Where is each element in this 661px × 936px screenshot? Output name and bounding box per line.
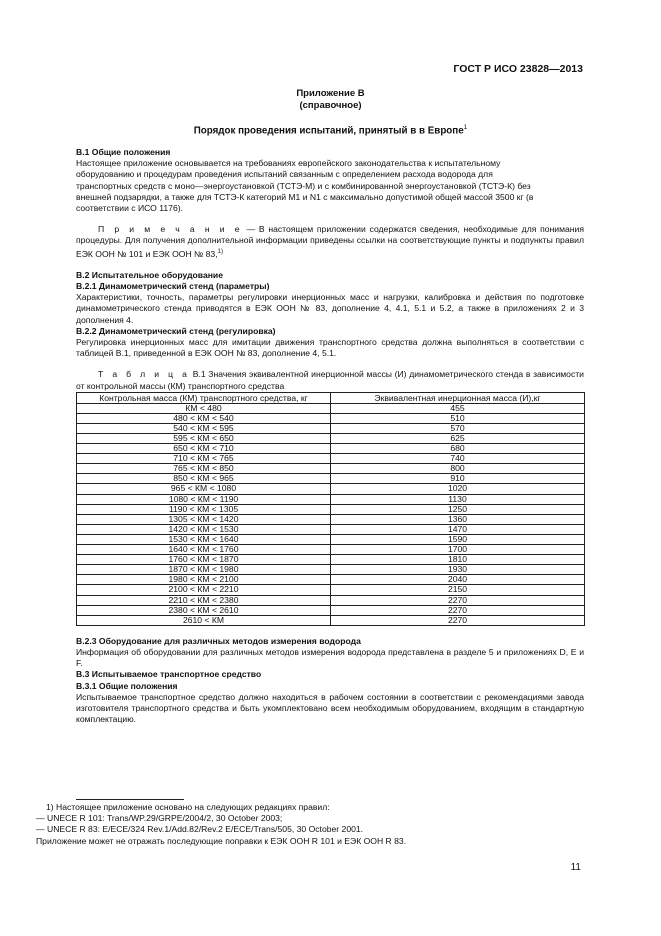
- table-row: [77, 464, 585, 474]
- note-text: — В настоящем приложении содержатся сведения, необходимые для понимания процедуры. Для получения дополнительной информации приведены ссылки на соответствующие пункты и подпункты правил ЕЭК ООН № 101 и ЕЭК ООН № 83,: [76, 224, 584, 259]
- reference-mass-cell: 2610 < КМ: [77, 615, 331, 625]
- reference-mass-cell: 650 < КМ < 710: [77, 444, 331, 454]
- reference-mass-cell: 1420 < КМ < 1530: [77, 524, 331, 534]
- footnote-line: 1) Настоящее приложение основано на следующих редакциях правил:: [46, 802, 330, 812]
- table-row: [77, 545, 585, 555]
- inertia-mass-cell: 2270: [331, 615, 585, 625]
- footnote-line: — UNECE R 101: Trans/WP.29/GRPE/2004/2, 30 October 2003;: [36, 813, 283, 824]
- table-row: [77, 534, 585, 544]
- reference-mass-cell: КМ < 480: [77, 403, 331, 413]
- section-b21-text: Характеристики, точность, параметры регулировки инерционных масс и нагрузки, калибровка и действия по подготовке динамометрического стенда приводятся в ЕЭК ООН № 83, дополнение 4, 4.1, 5.1 и 5.2, а также в приложениях 2 и 3 дополнения 4.: [76, 292, 584, 325]
- inertia-mass-cell: 680: [331, 444, 585, 454]
- inertia-mass-cell: 1130: [331, 494, 585, 504]
- section-b1-line: Настоящее приложение основывается на требованиях европейского законодательства к испытательному: [76, 158, 501, 169]
- section-b2-heading: В.2 Испытательное оборудование: [76, 269, 223, 280]
- table-row: [77, 555, 585, 565]
- note-footnote-mark: 1): [217, 248, 223, 255]
- table-row: [77, 474, 585, 484]
- reference-mass-cell: 765 < КМ < 850: [77, 464, 331, 474]
- inertia-mass-cell: 2270: [331, 595, 585, 605]
- table-row: [77, 605, 585, 615]
- section-b23-heading: В.2.3 Оборудование для различных методов измерения водорода: [76, 635, 361, 646]
- inertia-mass-cell: 800: [331, 464, 585, 474]
- table-row: [77, 454, 585, 464]
- inertia-mass-cell: 625: [331, 434, 585, 444]
- section-b1-line: оборудованию и процедурам проведения испытаний связанным с определением расхода водорода для: [76, 169, 493, 180]
- section-b31-heading: В.3.1 Общие положения: [76, 680, 178, 691]
- reference-mass-cell: 1980 < КМ < 2100: [77, 575, 331, 585]
- reference-mass-cell: 595 < КМ < 650: [77, 434, 331, 444]
- table-row: [77, 585, 585, 595]
- reference-mass-cell: 1190 < КМ < 1305: [77, 504, 331, 514]
- table-row: [77, 615, 585, 625]
- table-caption-text: В.1 Значения эквивалентной инерционной массы (И) динамометрического стенда в зависимости от контрольной массы (КМ) транспортного средства: [76, 369, 584, 391]
- reference-mass-cell: 965 < КМ < 1080: [77, 484, 331, 494]
- note-label: П р и м е ч а н и е: [98, 224, 243, 235]
- reference-mass-cell: 1640 < КМ < 1760: [77, 545, 331, 555]
- inertia-mass-cell: 1020: [331, 484, 585, 494]
- appendix-title: [0, 88, 661, 112]
- inertia-mass-cell: 2040: [331, 575, 585, 585]
- reference-mass-cell: 540 < КМ < 595: [77, 423, 331, 433]
- footnote-divider: [76, 799, 184, 800]
- table-caption: [76, 369, 584, 391]
- table-row: [77, 514, 585, 524]
- inertia-mass-cell: 1930: [331, 565, 585, 575]
- equivalent-inertia-table: [76, 392, 585, 626]
- reference-mass-cell: 850 < КМ < 965: [77, 474, 331, 484]
- table-header-reference-mass: Контрольная масса (КМ) транспортного средства, кг: [77, 392, 331, 403]
- document-id: ГОСТ Р ИСО 23828—2013: [453, 63, 583, 75]
- section-b1-heading: В.1 Общие положения: [76, 147, 171, 157]
- reference-mass-cell: 480 < КМ < 540: [77, 413, 331, 423]
- section-b1-line: соответствии с ИСО 1176).: [76, 203, 183, 214]
- table-row: [77, 595, 585, 605]
- inertia-mass-cell: 570: [331, 423, 585, 433]
- table-header-row: [77, 392, 585, 403]
- inertia-mass-cell: 510: [331, 413, 585, 423]
- section-b22-heading: В.2.2 Динамометрический стенд (регулировка): [76, 325, 276, 336]
- table-row: [77, 494, 585, 504]
- reference-mass-cell: 1870 < КМ < 1980: [77, 565, 331, 575]
- appendix-type: (справочное): [299, 100, 362, 111]
- page-number: 11: [570, 862, 581, 873]
- inertia-mass-cell: 1590: [331, 534, 585, 544]
- inertia-mass-cell: 1360: [331, 514, 585, 524]
- section-b3-heading: В.3 Испытываемое транспортное средство: [76, 669, 262, 680]
- table-row: [77, 484, 585, 494]
- table-row: [77, 565, 585, 575]
- reference-mass-cell: 1530 < КМ < 1640: [77, 534, 331, 544]
- footnotes: [36, 799, 596, 847]
- note-paragraph: [76, 224, 584, 259]
- document-body: [76, 147, 584, 725]
- inertia-mass-cell: 1250: [331, 504, 585, 514]
- table-header-inertia-mass: Эквивалентная инерционная масса (И),кг: [331, 392, 585, 403]
- inertia-mass-cell: 910: [331, 474, 585, 484]
- main-title: [0, 124, 661, 136]
- inertia-mass-cell: 1700: [331, 545, 585, 555]
- table-row: [77, 434, 585, 444]
- reference-mass-cell: 1760 < КМ < 1870: [77, 555, 331, 565]
- table-caption-label: Т а б л и ц а: [98, 369, 191, 380]
- inertia-mass-cell: 1470: [331, 524, 585, 534]
- inertia-mass-cell: 740: [331, 454, 585, 464]
- appendix-label: Приложение В: [296, 88, 365, 99]
- footnote-line: — UNECE R 83: E/ECE/324 Rev.1/Add.82/Rev.2 E/ECE/Trans/505, 30 October 2001.: [36, 824, 364, 835]
- inertia-mass-cell: 2150: [331, 585, 585, 595]
- inertia-mass-cell: 455: [331, 403, 585, 413]
- section-b23-text: Информация об оборудовании для различных методов измерения водорода представлена в разделе 5 и приложениях D, E и F.: [76, 646, 584, 669]
- table-row: [77, 423, 585, 433]
- table-row: [77, 403, 585, 413]
- section-b31-text: Испытываемое транспортное средство должно находиться в рабочем состоянии в соответствии с рекомендациями завода изготовителя транспортного средства и быть укомплектовано всем необходимым оборудованием, входящим в стандартную комплектацию.: [76, 691, 584, 725]
- reference-mass-cell: 2100 < КМ < 2210: [77, 585, 331, 595]
- main-title-text: Порядок проведения испытаний, принятый в в Европе: [193, 125, 464, 137]
- inertia-mass-cell: 2270: [331, 605, 585, 615]
- reference-mass-cell: 710 < КМ < 765: [77, 454, 331, 464]
- section-b1-line: внешней подзарядки, а также для ТСТЭ-К категорий М1 и N1 с максимально допустимой общей массой 3500 кг (в: [76, 191, 534, 202]
- table-row: [77, 413, 585, 423]
- footnote-line: Приложение может не отражать последующие поправки к ЕЭК ООН R 101 и ЕЭК ООН R 83.: [36, 835, 407, 846]
- table-row: [77, 504, 585, 514]
- reference-mass-cell: 1080 < КМ < 1190: [77, 494, 331, 504]
- table-row: [77, 524, 585, 534]
- reference-mass-cell: 1305 < КМ < 1420: [77, 514, 331, 524]
- inertia-mass-cell: 1810: [331, 555, 585, 565]
- reference-mass-cell: 2210 < КМ < 2380: [77, 595, 331, 605]
- section-b1-text: [76, 158, 584, 214]
- section-b1-line: транспортных средств с моно—энергоустановкой (ТСТЭ-М) и с комбинированной энергоустановкой (ТСТЭ-К) без: [76, 180, 531, 191]
- section-b22-text: Регулировка инерционных масс для имитации движения транспортного средства должна выполняться в соответствии с таблицей В.1, приведенной в ЕЭК ООН № 83, дополнение 4, 5.1.: [76, 336, 584, 359]
- table-row: [77, 575, 585, 585]
- main-title-footnote-mark: 1: [463, 124, 468, 131]
- reference-mass-cell: 2380 < КМ < 2610: [77, 605, 331, 615]
- table-row: [77, 444, 585, 454]
- section-b21-heading: В.2.1 Динамометрический стенд (параметры): [76, 280, 270, 291]
